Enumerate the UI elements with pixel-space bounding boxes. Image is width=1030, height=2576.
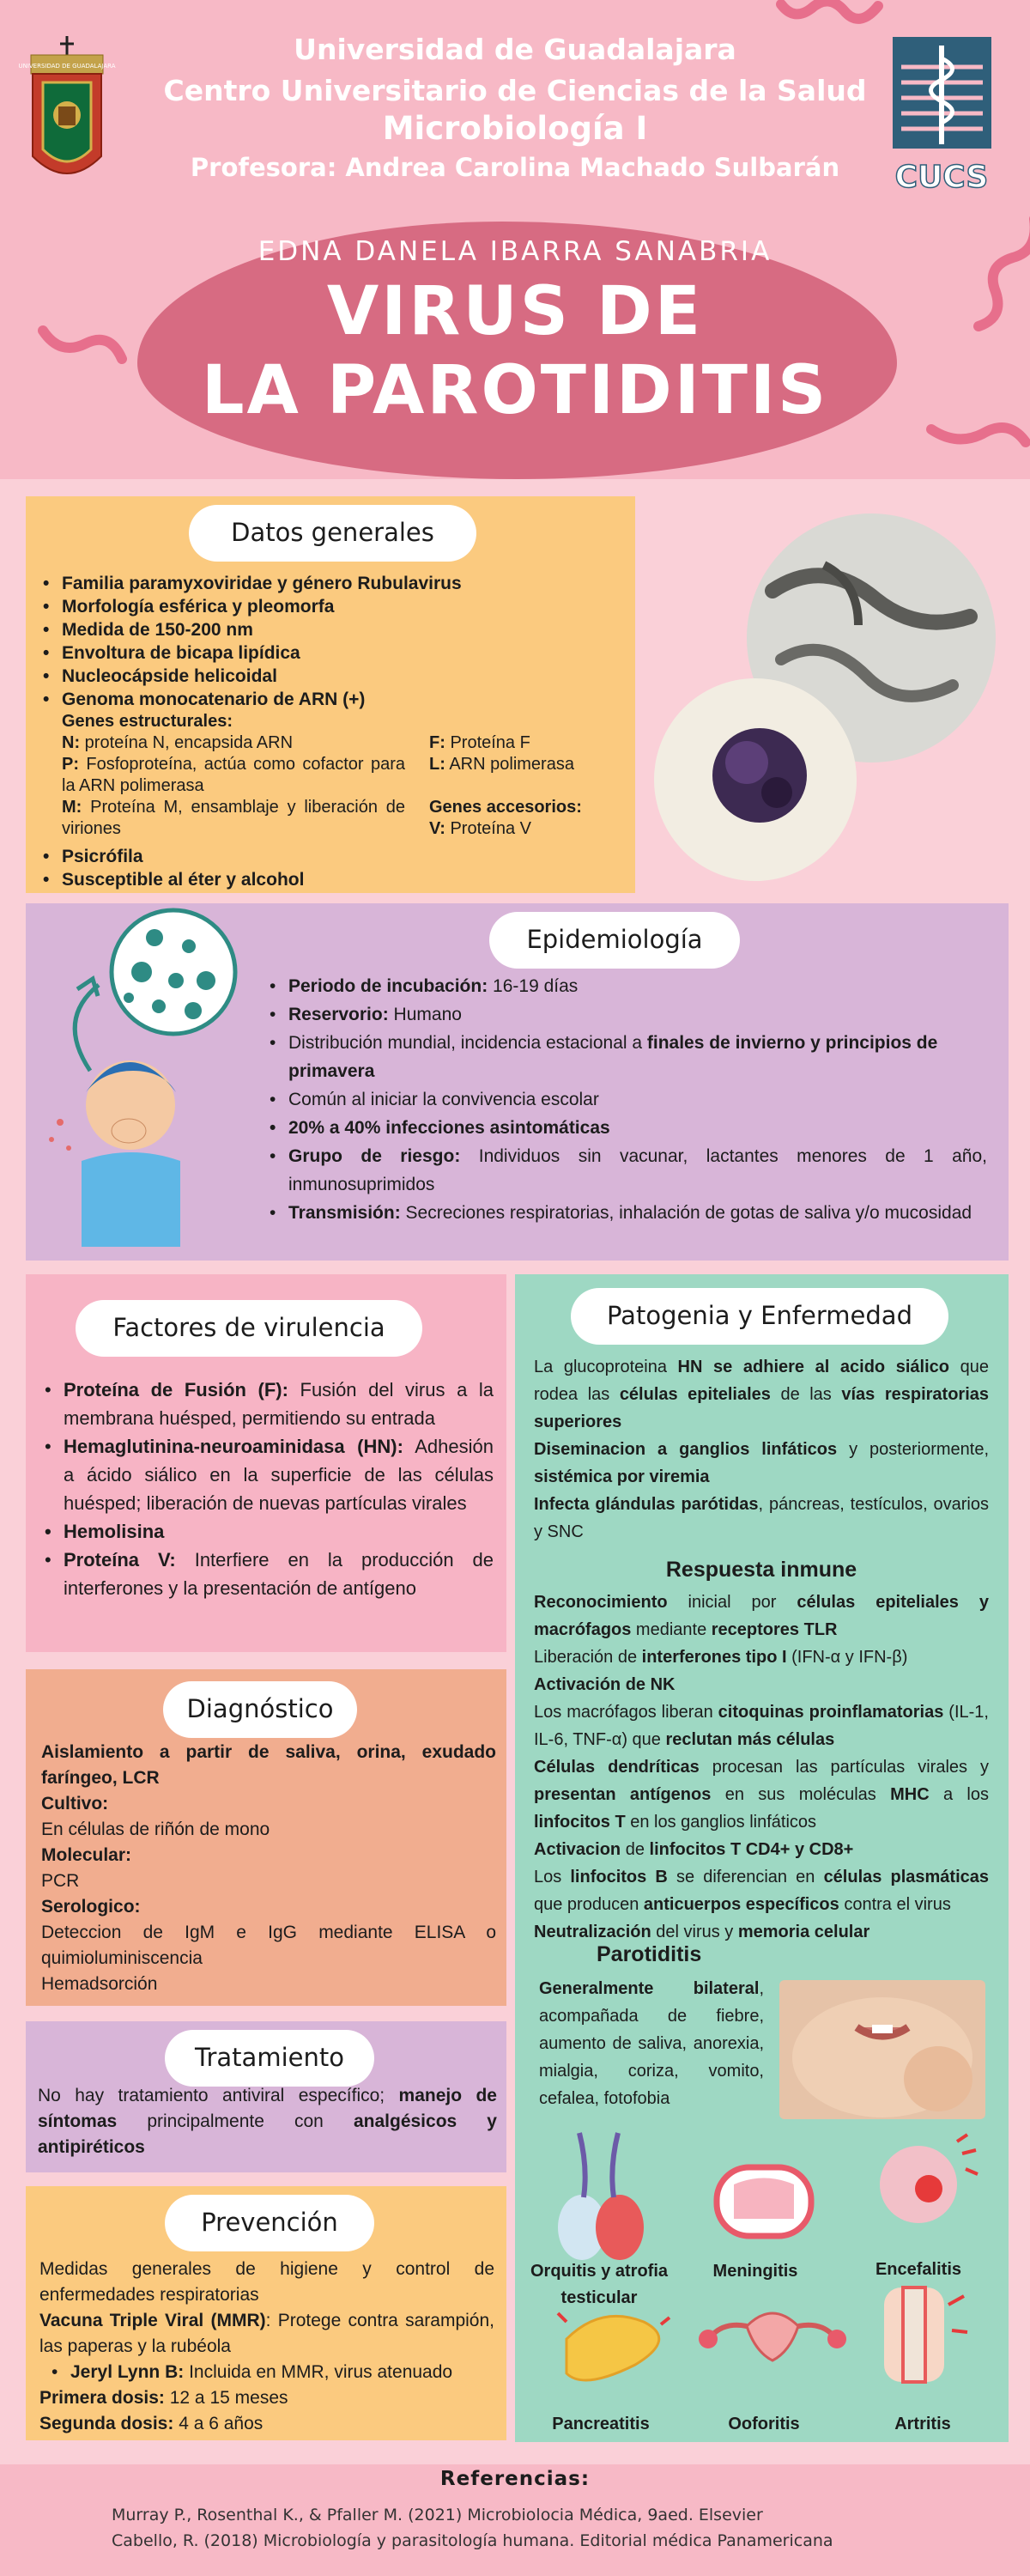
list-item: • Proteína de Fusión (F): Fusión del virus a la membrana huésped, permitiendo su entrada (43, 1376, 494, 1432)
complication-label: Artritis (894, 2415, 951, 2433)
list-item: • Medida de 150-200 nm (41, 618, 633, 641)
list-item: • 20% a 40% infecciones asintomáticas (268, 1114, 987, 1142)
epidemiologia-list (268, 972, 987, 1227)
virus-micrographs (652, 513, 1013, 891)
list-item: • Jeryl Lynn B: Incluida en MMR, virus atenuado (50, 2360, 494, 2385)
factores-card (26, 1274, 506, 1652)
epidemiologia-heading: Epidemiología (489, 912, 740, 969)
list-item: • Hemolisina (43, 1517, 494, 1546)
list-item: • Periodo de incubación: 16-19 días (268, 972, 987, 1000)
testicle-icon (558, 2133, 644, 2260)
center-name: Centro Universitario de Ciencias de la Salud (163, 74, 867, 107)
child-mumps-photo (779, 1980, 985, 2119)
factores-heading: Factores de virulencia (76, 1300, 422, 1357)
datos-list (41, 572, 633, 711)
pancreas-icon (558, 2313, 670, 2380)
list-item: • Común al iniciar la convivencia escolar (268, 1085, 987, 1114)
factores-content (43, 1376, 494, 1602)
prevencion-card (26, 2186, 506, 2440)
list-item: • Morfología esférica y pleomorfa (41, 595, 633, 618)
list-item: • Familia paramyxoviridae y género Rubulavirus (41, 572, 633, 595)
genes-fl-v: F: Proteína F L: ARN polimerasa Genes accesorios: V: Proteína V (429, 733, 582, 838)
complication-label: Encefalitis (875, 2260, 962, 2279)
patogenia-card (515, 1274, 1009, 2442)
patogenia-heading: Patogenia y Enfermedad (571, 1288, 948, 1345)
list-item: • Grupo de riesgo: Individuos sin vacunar, lactantes menores de 1 año, inmunosuprimidos (268, 1142, 987, 1199)
list-item: • Reservorio: Humano (268, 1000, 987, 1029)
reference-item: Murray P., Rosenthal K., & Pfaller M. (2021) Microbiolocia Médica, 9aed. Elsevier (112, 2506, 763, 2524)
title-line-2: LA PAROTIDITIS (201, 352, 829, 429)
brain-inflamed-icon (880, 2135, 978, 2223)
joint-icon (884, 2287, 967, 2382)
list-item: • Nucleocápside helicoidal (41, 665, 633, 688)
epidemiologia-card (26, 903, 1009, 1261)
tratamiento-content: No hay tratamiento antiviral específico; manejo de síntomas principalmente con analgésicos y antipiréticos (38, 2086, 497, 2157)
title-line-1: VIRUS DE (326, 273, 704, 350)
complication-label: Pancreatitis (552, 2415, 650, 2433)
datos-generales-heading: Datos generales (189, 505, 476, 562)
meninges-icon (717, 2167, 811, 2236)
tratamiento-heading: Tratamiento (165, 2030, 374, 2087)
datos-content (41, 572, 633, 891)
svg-text:UNIVERSIDAD DE GUADALAJARA: UNIVERSIDAD DE GUADALAJARA (18, 63, 116, 70)
complication-label: Orquitis y atrofia testicular (530, 2262, 669, 2307)
list-item: • Susceptible al éter y alcohol (41, 868, 633, 891)
squiggle-top-right (781, 1, 878, 18)
tratamiento-card (26, 2021, 506, 2172)
diagnostico-heading: Diagnóstico (163, 1681, 357, 1738)
list-item: • Hemaglutinina-neuroaminidasa (HN): Adhesión a ácido siálico en la superficie de las células huésped; liberación de nuevas partículas virales (43, 1432, 494, 1517)
datos-list-2 (41, 845, 633, 891)
author-name: EDNA DANELA IBARRA SANABRIA (258, 236, 772, 267)
prevencion-heading: Prevención (165, 2195, 374, 2251)
squiggle-right-bottom (931, 428, 1026, 442)
complication-label: Ooforitis (728, 2415, 800, 2433)
respuesta-inmune-title: Respuesta inmune (665, 1558, 857, 1582)
list-item: • Envoltura de bicapa lipídica (41, 641, 633, 665)
child-coughing-illustration (34, 903, 258, 1264)
referencias-footer (0, 2464, 1030, 2576)
list-item: • Distribución mundial, incidencia estacional a finales de invierno y principios de primavera (268, 1029, 987, 1085)
reference-item: Cabello, R. (2018) Microbiología y parasitología humana. Editorial médica Panamericana (112, 2531, 833, 2550)
datos-generales-card (26, 496, 635, 893)
list-item: • Transmisión: Secreciones respiratorias, inhalación de gotas de saliva y/o mucosidad (268, 1199, 987, 1227)
ovary-uterus-icon (699, 2313, 846, 2360)
referencias-heading: Referencias: (439, 2468, 591, 2490)
university-name: Universidad de Guadalajara (294, 33, 736, 66)
factores-list (43, 1376, 494, 1602)
parotiditis-description: Generalmente bilateral, acompañada de fiebre, aumento de saliva, anorexia, mialgia, coriza, vomito, cefalea, fotofobia (539, 1979, 764, 2108)
complication-label: Meningitis (712, 2262, 798, 2281)
list-item: • Psicrófila (41, 845, 633, 868)
epidemiologia-content (268, 972, 987, 1227)
genes-estructurales: Genes estructurales: N: proteína N, encapsida ARN P: Fosfoproteína, actúa como cofactor para la ARN polimerasa M: Proteína M, ensamblaje y liberación de viriones (62, 712, 405, 838)
prevencion-content: Medidas generales de higiene y control de enfermedades respiratorias Vacuna Triple Viral (MMR): Protege contra sarampión, las paperas y la rubéola • Jeryl Lynn B: Incluida en MMR, virus atenuado Primera dosis: 12 a 15 meses Segunda dosis: 4 a 6 años (39, 2257, 494, 2437)
prevencion-list (39, 2360, 494, 2385)
diagnostico-card (26, 1669, 506, 2006)
diagnostico-content: Aislamiento a partir de saliva, orina, exudado faríngeo, LCR Cultivo: En células de riñón de mono Molecular: PCR Serologico: Deteccion de IgM e IgG mediante ELISA o quimioluminiscencia Hemadsorción (41, 1742, 496, 1994)
course-name: Microbiología I (382, 110, 648, 147)
parotiditis-title: Parotiditis (597, 1942, 702, 1966)
svg-text:CUCS: CUCS (894, 160, 989, 195)
patogenia-content: La glucoproteina HN se adhiere al acido siálico que rodea las células epiteliales de las vías respiratorias superiores Diseminacion a ganglios linfáticos y posteriormente, sistémica por viremia Infecta glándulas parótidas, páncreas, testículos, ovarios y SNC Respuesta inmune Reconocimiento inicial por células epiteliales y macrófagos mediante receptores TLR Liberación de interferones tipo I (IFN-α y IFN-β) Activación de NK Los macrófagos liberan citoquinas proinflamatorias (IL-1, IL-6, TNF-α) que reclutan más células Células dendríticas procesan las partículas virales y presentan antígenos en sus moléculas MHC a los linfocitos T en los ganglios linfáticos Activacion de linfocitos T CD4+ y CD8+ Los linfocitos B se diferencian en células plasmáticas que producen anticuerpos específicos contra el virus Neutralización del virus y memoria celular (534, 1358, 990, 1941)
list-item: • Genoma monocatenario de ARN (+) (41, 688, 633, 711)
list-item: • Proteína V: Interfiere en la producción de interferones y la presentación de antígeno (43, 1546, 494, 1602)
professor-name: Profesora: Andrea Carolina Machado Sulbarán (190, 153, 840, 182)
